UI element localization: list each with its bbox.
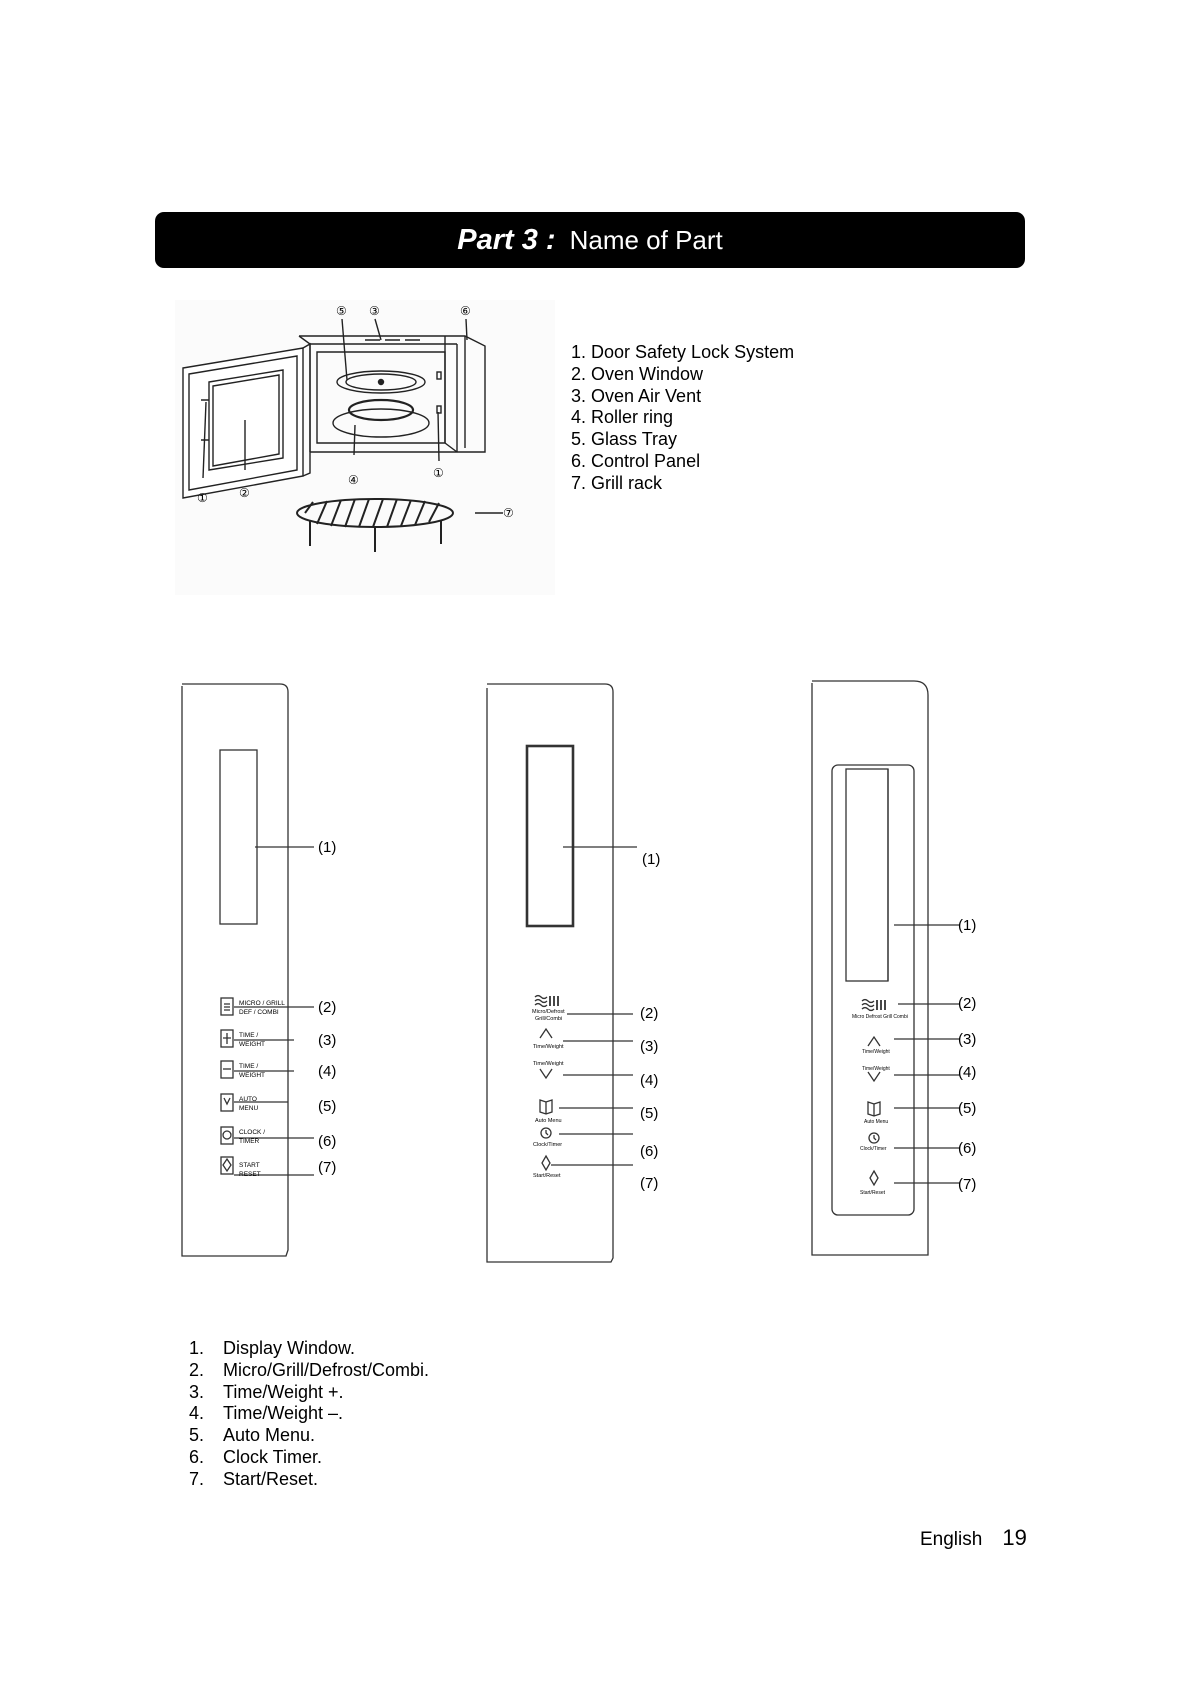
list-number: 1. xyxy=(189,1338,205,1358)
panel-a-label: TIMER xyxy=(239,1138,260,1145)
list-item xyxy=(189,1469,429,1491)
panel-b-label: Clock/Timer xyxy=(533,1142,563,1148)
oven-callout-3: ③ xyxy=(369,304,380,318)
panel-a-label: MICRO / GRILL xyxy=(239,1000,285,1007)
panel-c-callout: (7) xyxy=(958,1176,977,1193)
panel-c-label: Auto Menu xyxy=(864,1119,889,1125)
list-item xyxy=(189,1425,429,1447)
panel-b-label: Micro/Defrost xyxy=(532,1009,565,1015)
panel-a-label: START xyxy=(239,1162,260,1169)
panel-c-callout: (2) xyxy=(958,995,977,1012)
panel-c-label: Time/Weight xyxy=(862,1049,890,1055)
oven-callout-4: ④ xyxy=(348,473,359,487)
list-number: 5. xyxy=(189,1425,205,1446)
list-number: 7. xyxy=(189,1468,205,1489)
page-footer xyxy=(920,1525,1027,1551)
part-number: Part 3 : xyxy=(457,223,556,256)
panel-b-callout: (1) xyxy=(642,851,661,868)
panel-b-callout: (5) xyxy=(640,1105,659,1122)
footer-language: English xyxy=(920,1529,983,1550)
parts-list-item: 5. Glass Tray xyxy=(571,429,678,450)
panel-c-callout: (3) xyxy=(958,1031,977,1048)
panel-a-label: TIME / xyxy=(239,1063,259,1070)
panel-c-label: Micro Defrost Grill Combi xyxy=(852,1014,908,1020)
list-number: 4. xyxy=(189,1403,205,1424)
list-item xyxy=(189,1447,429,1469)
list-label: Start/Reset. xyxy=(223,1468,319,1489)
panel-c-callout: (4) xyxy=(958,1064,977,1081)
panel-c-callout: (1) xyxy=(958,917,977,934)
panel-b-label: Auto Menu xyxy=(535,1118,562,1124)
list-item xyxy=(189,1338,429,1360)
parts-list xyxy=(571,342,794,495)
list-item xyxy=(189,1403,429,1425)
panel-c-label: Time/Weight xyxy=(862,1066,890,1072)
panel-b-callout: (7) xyxy=(640,1175,659,1192)
section-title: Name of Part xyxy=(569,224,723,255)
panel-b-callout: (2) xyxy=(640,1005,659,1022)
list-label: Time/Weight +. xyxy=(223,1381,344,1402)
list-label: Clock Timer. xyxy=(223,1446,323,1467)
panel-b-callout: (4) xyxy=(640,1072,659,1089)
panel-b-callout: (6) xyxy=(640,1143,659,1160)
list-number: 3. xyxy=(189,1381,205,1402)
oven-callout-6: ⑥ xyxy=(460,304,471,318)
list-label: Auto Menu. xyxy=(223,1425,316,1446)
oven-callout-1a: ① xyxy=(197,491,208,505)
panel-b-label: Grill/Combi xyxy=(535,1016,563,1022)
panel-a-callout: (5) xyxy=(318,1098,337,1115)
oven-callout-2: ② xyxy=(239,486,250,500)
panel-a-callout: (2) xyxy=(318,999,337,1016)
panel-b-label: Time/Weight xyxy=(533,1061,564,1067)
control-panel-c xyxy=(810,677,985,1262)
panel-a-callout: (7) xyxy=(318,1159,337,1176)
panel-c-callout: (5) xyxy=(958,1100,977,1117)
section-header xyxy=(155,212,1025,268)
oven-callout-7: ⑦ xyxy=(503,506,514,520)
list-item xyxy=(189,1382,429,1404)
oven-callout-1b: ① xyxy=(433,466,444,480)
panel-b-callout: (3) xyxy=(640,1038,659,1055)
panel-a-label: AUTO xyxy=(239,1096,257,1103)
parts-list-item: 7. Grill rack xyxy=(571,472,663,493)
panel-c-callout: (6) xyxy=(958,1140,977,1157)
button-descriptions xyxy=(189,1338,429,1491)
control-panel-b xyxy=(485,680,670,1265)
panel-c-label: Clock/Timer xyxy=(860,1146,887,1152)
panel-a-callout: (1) xyxy=(318,839,337,856)
panel-a-label: WEIGHT xyxy=(239,1041,265,1048)
parts-list-item: 6. Control Panel xyxy=(571,450,701,471)
parts-list-item: 2. Oven Window xyxy=(571,363,704,384)
panel-b-label: Start/Reset xyxy=(533,1173,561,1179)
control-panel-a xyxy=(180,680,360,1260)
list-label: Time/Weight –. xyxy=(223,1403,344,1424)
panel-a-callout: (6) xyxy=(318,1133,337,1150)
panel-a-label: CLOCK / xyxy=(239,1129,266,1136)
oven-callout-5: ⑤ xyxy=(336,304,347,318)
oven-drawing xyxy=(175,300,555,595)
panel-a-callout: (4) xyxy=(318,1063,337,1080)
panel-b-label: Time/Weight xyxy=(533,1044,564,1050)
parts-list-item: 4. Roller ring xyxy=(571,407,674,428)
panel-a-label: DEF / COMBI xyxy=(239,1009,279,1016)
panel-a-label: TIME / xyxy=(239,1032,259,1039)
panel-a-label: WEIGHT xyxy=(239,1072,265,1079)
page-number: 19 xyxy=(1002,1525,1027,1550)
parts-list-item: 3. Oven Air Vent xyxy=(571,385,702,406)
list-label: Micro/Grill/Defrost/Combi. xyxy=(223,1359,430,1380)
panel-a-label: RESET xyxy=(239,1171,261,1178)
panel-a-callout: (3) xyxy=(318,1032,337,1049)
panel-c-label: Start/Reset xyxy=(860,1190,886,1196)
list-item xyxy=(189,1360,429,1382)
parts-list-item: 1. Door Safety Lock System xyxy=(571,342,795,362)
list-number: 2. xyxy=(189,1359,205,1380)
panel-a-label: MENU xyxy=(239,1105,259,1112)
list-label: Display Window. xyxy=(223,1338,356,1358)
list-number: 6. xyxy=(189,1446,205,1467)
